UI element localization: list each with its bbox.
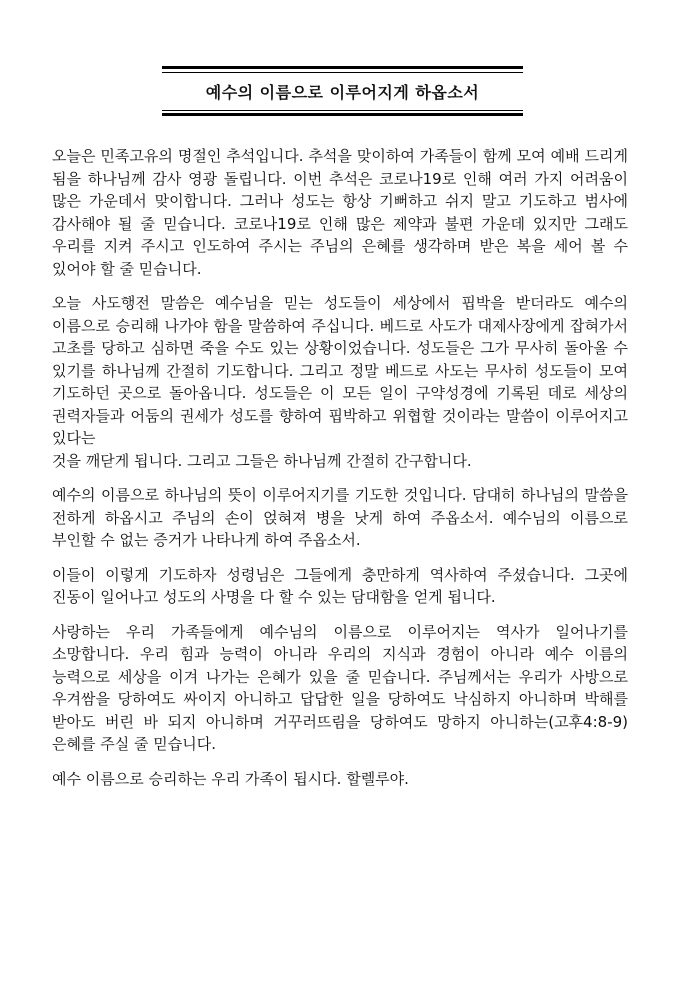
paragraph-2-text: 오늘 사도행전 말씀은 예수님을 믿는 성도들이 세상에서 핍박을 받더라도 예수의 이름으로 승리해 나가야 함을 말씀하여 주십니다. 베드로 사도가 대제사장에게 잡혀가서 고초를 당하고 심하면 죽을 수도 있는 상황이었습니다. 성도들은 그가 무사히 돌아올 수 있기를 하나님께 간절히 기도합니다. 그리고 정말 베드로 사도는 무사히 성도들이 모여 기도하던 곳으로 돌아옵니다. 성도들은 이 모든 일이 구약성경에 기록된 데로 세상의 권력자들과 어둠의 권세가 성도를 향하여 핍박하고 위협할 것이라는 말씀이 이루어지고 있다는 [52,294,628,447]
paragraph-6: 예수 이름으로 승리하는 우리 가족이 됩시다. 할렐루야. [52,769,409,788]
paragraph-2-tail: 것을 깨닫게 됩니다. 그리고 그들은 하나님께 간절히 간구합니다. [52,451,472,470]
paragraph-1: 오늘은 민족고유의 명절인 추석입니다. 추석을 맞이하여 가족들이 함께 모여 예배 드리게 됨을 하나님께 감사 영광 돌립니다. 이번 추석은 코로나19로 인해 여러 가지 어려움이 많은 가운데서 맞이합니다. 그러나 성도는 항상 기뻐하고 쉬지 말고 기도하고 범사에 감사해야 될 줄 믿습니다. 코로나19로 인해 많은 제약과 불편 가운데 있지만 그래도 우리를 지켜 주시고 인도하여 주시는 주님의 은혜를 생각하며 받은 복을 세어 볼 수 있어야 할 줄 믿습니다. [52,147,628,278]
title-rule-bottom-thin [162,110,523,111]
page-title: 예수의 이름으로 이루어지게 하옵소서 [205,83,480,102]
title-box [162,66,523,118]
title-rule-bottom [162,113,523,116]
paragraph-5: 사랑하는 우리 가족들에게 예수님의 이름으로 이루어지는 역사가 일어나기를 소망합니다. 우리 힘과 능력이 아니라 우리의 지식과 경험이 아니라 예수 이름의 능력으로 세상을 이겨 나가는 은혜가 있을 줄 믿습니다. 주님께서는 우리가 사방으로 우겨쌈을 당하여도 싸이지 아니하고 답답한 일을 당하여도 낙심하지 아니하며 박해를 받아도 버린 바 되지 아니하며 거꾸러뜨림을 당하여도 망하지 아니하는(고후4:8-9) 은혜를 주실 줄 믿습니다. [52,622,628,753]
paragraph-3: 예수의 이름으로 하나님의 뜻이 이루어지기를 기도한 것입니다. 담대히 하나님의 말씀을 전하게 하옵시고 주님의 손이 얹혀져 병을 낫게 하여 주옵소서. 예수님의 이름으로 부인할 수 없는 증거가 나타나게 하여 주옵소서. [52,486,628,549]
paragraph-4: 이들이 이렇게 기도하자 성령님은 그들에게 충만하게 역사하여 주셨습니다. 그곳에 진동이 일어나고 성도의 사명을 다 할 수 있는 담대함을 얻게 됩니다. [52,565,628,606]
paragraph-2 [52,292,628,472]
title-rule-top-thin [162,72,523,73]
title-rule-top [162,66,523,69]
document-body [52,145,628,802]
